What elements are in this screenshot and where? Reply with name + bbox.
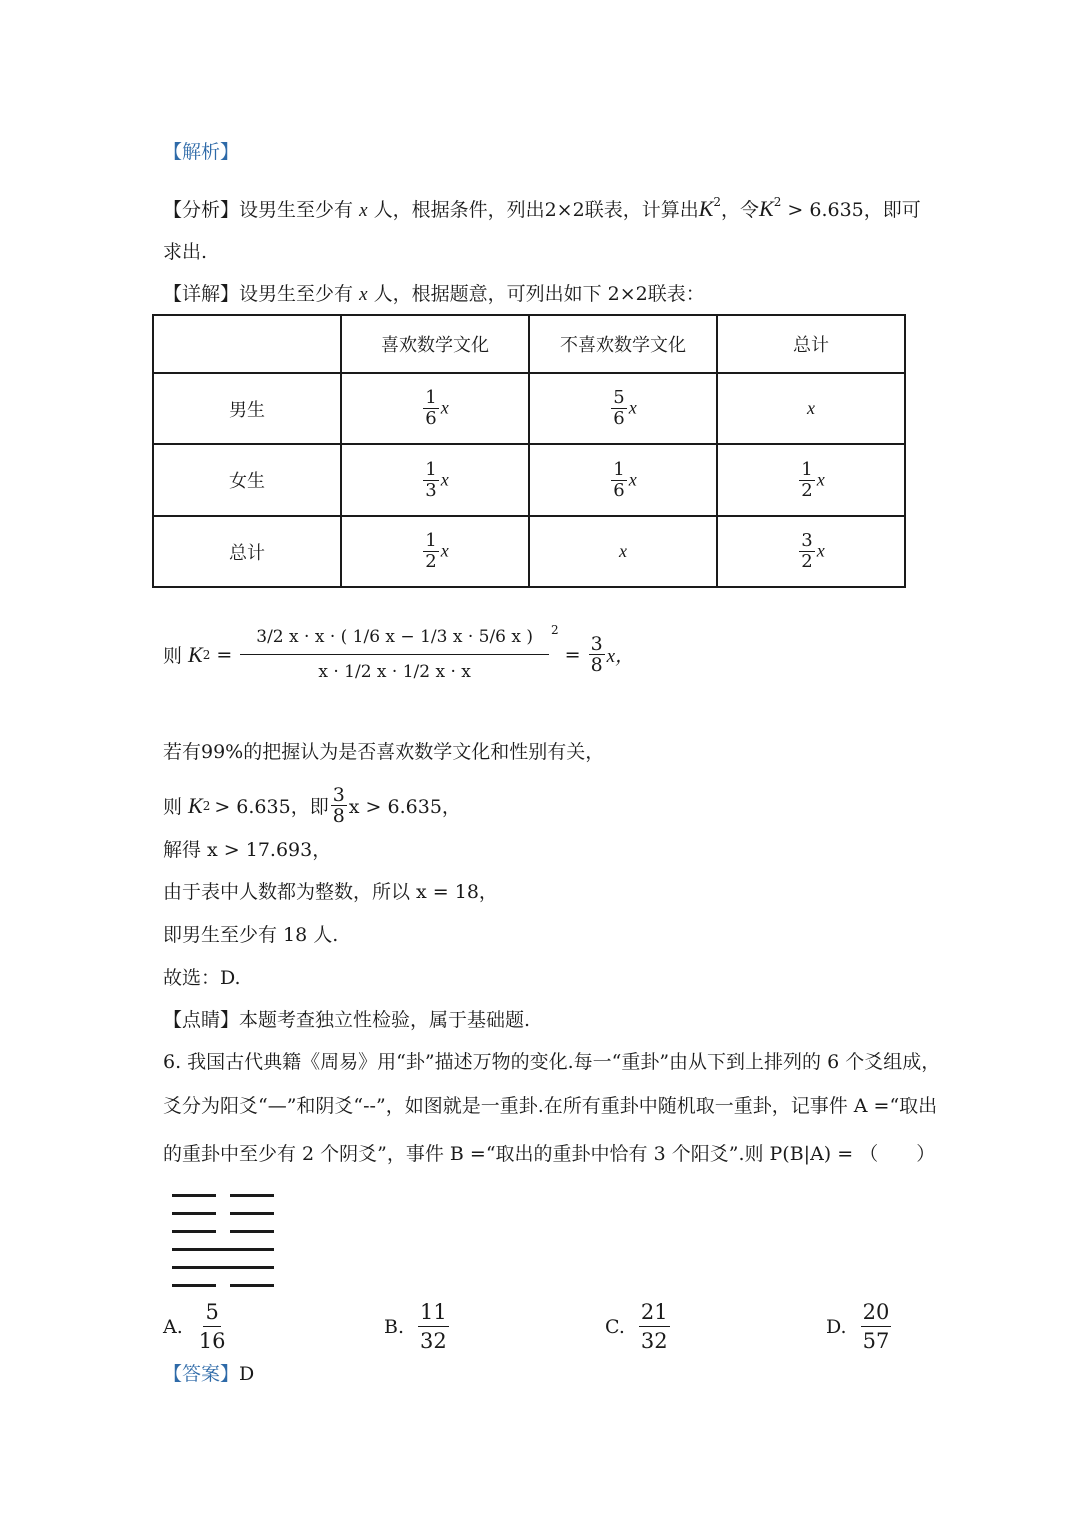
answer-label: 【答案】	[163, 1363, 240, 1385]
option-d: D. $\frac{20}{57}$	[826, 1300, 890, 1353]
analysis-line-2: 求出.	[163, 241, 208, 263]
detail-line: 【详解】设男生至少有 x 人，根据题意，可列出如下 2×2联表：	[163, 283, 705, 305]
table-header-cell: 不喜欢数学文化	[529, 315, 717, 373]
table-cell: $\frac{5}{6}$ x	[529, 373, 717, 444]
table-cell: $\frac{1}{6}$ x	[341, 373, 529, 444]
k-squared-formula: 则 K 2 = $\frac{3/2 x \cdot x \cdot ( 1/6 x - 1/3 x \cdot 5/6 x )}{x \cdot 1/2 x \cdot 1/2 x \cdot x}$ $^2$ = $\frac{3}{8}$ x，	[163, 620, 634, 689]
question-line: 6. 我国古代典籍《周易》用“卦”描述万物的变化.每一“重卦”由从下到上排列的 6 个爻组成，	[163, 1051, 941, 1073]
step-line: 解得 x > 17.693，	[163, 839, 332, 861]
table-cell: x	[717, 373, 905, 444]
yin-line-left	[172, 1194, 216, 1197]
section-label: 【解析】	[163, 141, 240, 163]
table-row	[153, 373, 905, 444]
question-line: 爻分为阳爻“—”和阴爻“--”，如图就是一重卦.在所有重卦中随机取一重卦，记事件 A =“取出	[163, 1095, 938, 1117]
table-cell: $\frac{1}{6}$ x	[529, 444, 717, 516]
step-line: 则 K 2 > 6.635，即 $\frac{3}{8}$ x > 6.635，	[163, 784, 461, 827]
answer-value: D	[239, 1363, 255, 1385]
contingency-table	[152, 314, 906, 588]
analysis-label: 【分析】	[163, 199, 240, 221]
step-line: 若有99%的把握认为是否喜欢数学文化和性别有关，	[163, 741, 605, 763]
question-line: 的重卦中至少有 2 个阴爻”，事件 B =“取出的重卦中恰有 3 个阳爻”.则 P(B|A) = （ ）	[163, 1143, 936, 1165]
yang-line	[172, 1248, 274, 1251]
table-row	[153, 444, 905, 516]
yin-line-left	[172, 1284, 216, 1287]
option-b: B. $\frac{11}{32}$	[384, 1300, 447, 1353]
yin-line-right	[230, 1212, 274, 1215]
step-line: 即男生至少有 18 人.	[163, 924, 339, 946]
comment-line: 【点睛】本题考查独立性检验，属于基础题.	[163, 1009, 531, 1031]
table-header-cell	[153, 315, 341, 373]
table-cell: x	[529, 516, 717, 587]
row-label: 女生	[153, 444, 341, 516]
answer-line	[163, 1360, 254, 1388]
option-c: C. $\frac{21}{32}$	[605, 1300, 668, 1353]
yin-line-right	[230, 1194, 274, 1197]
table-cell: $\frac{1}{2}$ x	[717, 444, 905, 516]
detail-label: 【详解】	[163, 283, 240, 305]
table-header-cell: 总计	[717, 315, 905, 373]
yin-line-right	[230, 1230, 274, 1233]
table-cell: $\frac{3}{2}$ x	[717, 516, 905, 587]
table-header-row	[153, 315, 905, 373]
step-line: 故选：D.	[163, 967, 241, 989]
row-label: 总计	[153, 516, 341, 587]
yang-line	[172, 1266, 274, 1269]
table-header-cell: 喜欢数学文化	[341, 315, 529, 373]
yin-line-left	[172, 1230, 216, 1233]
option-a: A. $\frac{5}{16}$	[163, 1300, 226, 1353]
row-label: 男生	[153, 373, 341, 444]
big-fraction: $\frac{3/2 x \cdot x \cdot ( 1/6 x - 1/3 x \cdot 5/6 x )}{x \cdot 1/2 x \cdot 1/2 x \cdot x}$	[240, 620, 549, 689]
yin-line-left	[172, 1212, 216, 1215]
table-cell: $\frac{1}{2}$ x	[341, 516, 529, 587]
step-line: 由于表中人数都为整数，所以 x = 18，	[163, 881, 498, 903]
table-cell: $\frac{1}{3}$ x	[341, 444, 529, 516]
analysis-line-1: 【分析】设男生至少有 x 人，根据条件，列出2×2联表，计算出$K^2$，令$K^2 > 6.635$，即可	[163, 195, 921, 221]
yin-line-right	[230, 1284, 274, 1287]
comment-label: 【点睛】	[163, 1009, 240, 1031]
table-row	[153, 516, 905, 587]
